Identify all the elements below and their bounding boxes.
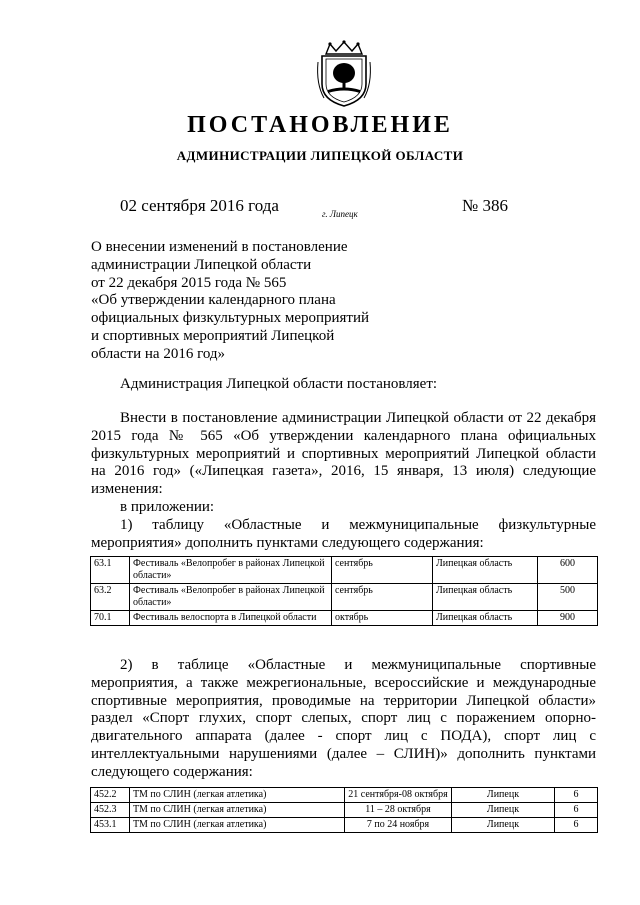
paragraph-line: интеллектуальными нарушениями (далее – СЛИН)» дополнить пунктами bbox=[91, 745, 596, 762]
table-cell-name: Фестиваль велоспорта в Липецкой области bbox=[130, 611, 332, 626]
table-cell-num: 452.3 bbox=[91, 803, 130, 818]
paragraph-line: изменения: bbox=[91, 481, 163, 498]
document-number: № 386 bbox=[462, 196, 508, 215]
document-date: 02 сентября 2016 года bbox=[120, 196, 279, 215]
table-cell-date: 21 сентября-08 октября bbox=[345, 788, 452, 803]
subject-line: и спортивных мероприятий Липецкой bbox=[91, 327, 335, 344]
paragraph-line: мероприятия» дополнить пунктами следующего содержания: bbox=[91, 534, 484, 551]
subject-line: О внесении изменений в постановление bbox=[91, 239, 348, 255]
table-physical-culture-events bbox=[90, 556, 598, 626]
paragraph-line: следующего содержания: bbox=[91, 763, 253, 780]
table-cell-date: сентябрь bbox=[332, 584, 433, 611]
paragraph-line: спортивные мероприятия, проводимые на территории Липецкой области» bbox=[91, 692, 596, 709]
table-cell-name: Фестиваль «Велопробег в районах Липецкой области» bbox=[130, 557, 332, 584]
table-cell-place: Липецкая область bbox=[433, 557, 538, 584]
subject-line: от 22 декабря 2015 года № 565 bbox=[91, 274, 287, 291]
paragraph-line: мероприятия, а также межрегиональные, всероссийские и международные bbox=[91, 674, 596, 691]
document-subtitle: АДМИНИСТРАЦИИ ЛИПЕЦКОЙ ОБЛАСТИ bbox=[176, 148, 464, 163]
subject-line: официальных физкультурных мероприятий bbox=[91, 310, 370, 327]
table-cell-num: 63.1 bbox=[91, 557, 130, 584]
table-cell-place: Липецкая область bbox=[433, 584, 538, 611]
paragraph-line: двигательного аппарата (далее - спорт лиц с ПОДА), спорт лиц с bbox=[91, 728, 596, 745]
paragraph-item2 bbox=[91, 657, 596, 782]
table-row bbox=[91, 584, 598, 611]
table-cell-date: октябрь bbox=[332, 611, 433, 626]
table-cell-count: 500 bbox=[538, 584, 598, 611]
table-cell-name: Фестиваль «Велопробег в районах Липецкой области» bbox=[130, 584, 332, 611]
table-cell-count: 900 bbox=[538, 611, 598, 626]
table-cell-count: 6 bbox=[555, 788, 598, 803]
table-cell-count: 6 bbox=[555, 803, 598, 818]
table-cell-num: 70.1 bbox=[91, 611, 130, 626]
paragraph-line: 2) в таблице «Областные и межмуниципальные спортивные bbox=[120, 657, 596, 673]
table-cell-name: ТМ по СЛИН (легкая атлетика) bbox=[130, 803, 345, 818]
table-cell-name: ТМ по СЛИН (легкая атлетика) bbox=[130, 818, 345, 833]
table-cell-num: 452.2 bbox=[91, 788, 130, 803]
table-cell-name: ТМ по СЛИН (легкая атлетика) bbox=[130, 788, 345, 803]
table-cell-place: Липецк bbox=[452, 788, 555, 803]
paragraph-line: в приложении: bbox=[120, 498, 215, 515]
table-row bbox=[91, 818, 598, 833]
paragraph-line: раздел «Спорт глухих, спорт слепых, спорт лиц с поражением опорно- bbox=[91, 710, 596, 727]
table-cell-date: 11 – 28 октября bbox=[345, 803, 452, 818]
table-cell-num: 63.2 bbox=[91, 584, 130, 611]
paragraph-line: 1) таблицу «Областные и межмуниципальные физкультурные bbox=[120, 516, 596, 533]
table-cell-count: 600 bbox=[538, 557, 598, 584]
table-cell-num: 453.1 bbox=[91, 818, 130, 833]
paragraph-line: Внести в постановление администрации Липецкой области от 22 декабря bbox=[120, 410, 596, 426]
document-title: ПОСТАНОВЛЕНИЕ bbox=[187, 112, 453, 138]
subject-line: области на 2016 год» bbox=[91, 345, 226, 362]
table-row bbox=[91, 557, 598, 584]
paragraph-main bbox=[91, 410, 596, 552]
document-city: г. Липецк bbox=[322, 209, 358, 219]
paragraph-line: 2015 года № 565 «Об утверждении календарного плана официальных bbox=[91, 427, 596, 444]
table-sport-events bbox=[90, 787, 598, 833]
paragraph-line: физкультурных мероприятий и спортивных мероприятий Липецкой области bbox=[91, 445, 596, 462]
document-subject bbox=[91, 239, 421, 364]
subject-line: администрации Липецкой области bbox=[91, 256, 312, 273]
paragraph-line: на 2016 год» («Липецкая газета», 2016, 15 января, 13 июля) следующие bbox=[91, 463, 596, 480]
table-cell-date: сентябрь bbox=[332, 557, 433, 584]
table-cell-place: Липецк bbox=[452, 818, 555, 833]
table-cell-place: Липецк bbox=[452, 803, 555, 818]
table-row bbox=[91, 803, 598, 818]
decree-statement: Администрация Липецкой области постановляет: bbox=[120, 376, 438, 392]
table-cell-count: 6 bbox=[555, 818, 598, 833]
table-row bbox=[91, 611, 598, 626]
table-cell-date: 7 по 24 ноября bbox=[345, 818, 452, 833]
subject-line: «Об утверждении календарного плана bbox=[91, 292, 336, 309]
coat-of-arms-icon bbox=[314, 40, 374, 110]
table-row bbox=[91, 788, 598, 803]
table-cell-place: Липецкая область bbox=[433, 611, 538, 626]
